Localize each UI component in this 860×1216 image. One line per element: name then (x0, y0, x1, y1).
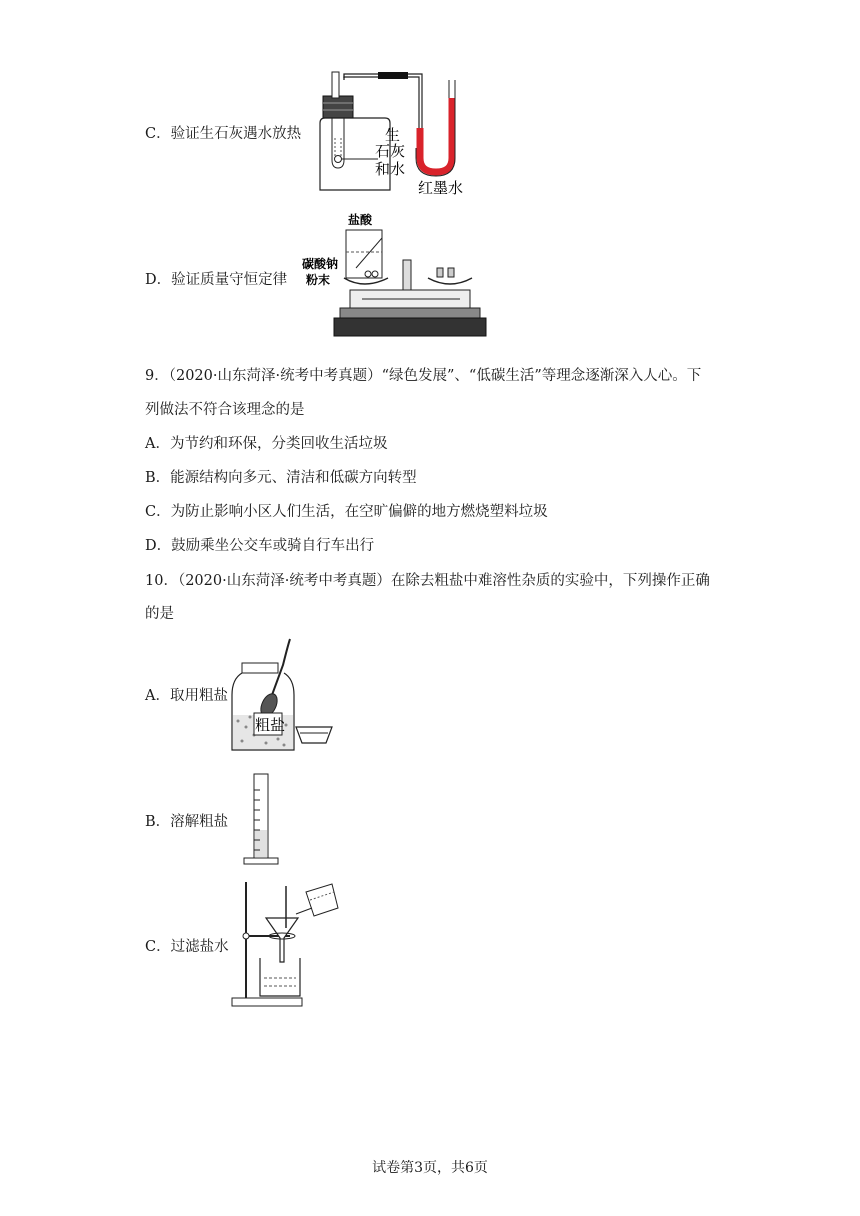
quicklime-label-3: 和水 (375, 160, 406, 178)
salt-jar-figure (228, 635, 338, 755)
balance-apparatus-figure (300, 210, 480, 342)
q10-stem-line2: 的是 (145, 606, 174, 622)
q10-option-b: B．溶解粗盐 (145, 814, 229, 830)
q9-option-d: D．鼓励乘坐公交车或骑自行车出行 (145, 538, 375, 554)
crude-salt-label: 粗盐 (255, 716, 286, 734)
q9-stem-line2: 列做法不符合该理念的是 (145, 402, 305, 418)
q9-stem-line1: 9．（2020·山东菏泽·统考中考真题）“绿色发展”、“低碳生活”等理念逐渐深入人心。下 (145, 368, 702, 384)
q8-option-c: C．验证生石灰遇水放热 (145, 126, 302, 142)
q9-option-c: C．为防止影响小区人们生活，在空旷偏僻的地方燃烧塑料垃圾 (145, 504, 548, 520)
q9-option-a: A．为节约和环保，分类回收生活垃圾 (145, 436, 388, 452)
q10-option-a: A．取用粗盐 (145, 688, 228, 704)
quicklime-heat-apparatus-figure (310, 68, 480, 198)
q10-option-c: C．过滤盐水 (145, 939, 229, 955)
acid-label: 盐酸 (348, 213, 373, 227)
q8-option-d: D．验证质量守恒定律 (145, 272, 288, 288)
quicklime-label-2: 石灰 (375, 142, 406, 160)
quicklime-label-1: 生 (385, 126, 401, 144)
page-footer: 试卷第3页，共6页 (372, 1160, 488, 1176)
powder-label-2: 粉末 (306, 273, 331, 287)
q9-option-b: B．能源结构向多元、清洁和低碳方向转型 (145, 470, 417, 486)
graduated-cylinder-figure (240, 770, 280, 870)
filtration-apparatus-figure (228, 878, 338, 1008)
q10-stem-line1: 10．（2020·山东菏泽·统考中考真题）在除去粗盐中难溶性杂质的实验中，下列操作正确 (145, 573, 710, 589)
red-ink-label: 红墨水 (418, 179, 464, 197)
powder-label-1: 碳酸钠 (302, 257, 339, 271)
